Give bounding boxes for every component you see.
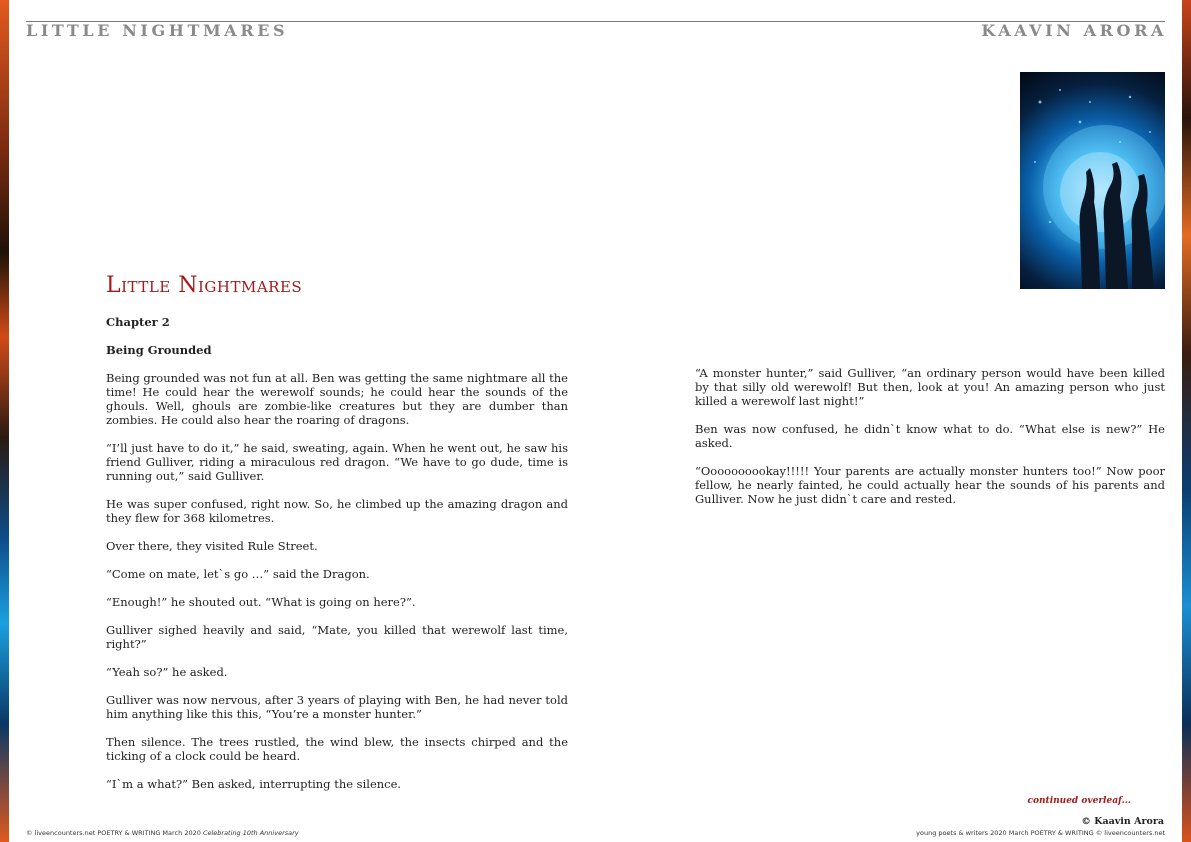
footer-right: young poets & writers 2020 March POETRY & WRITING © liveencounters.net (916, 829, 1165, 837)
article-title: Little Nightmares (106, 273, 303, 298)
footer-left-main: © liveencounters.net POETRY & WRITING March 2020 (26, 829, 201, 837)
paragraph: “Oooooooookay!!!!! Your parents are actually monster hunters too!” Now poor fellow, he nearly fainted, he could actually hear the sounds of his parents and Gulliver. Now he just didn`t care and rested. (695, 464, 1165, 506)
right-text-column (695, 366, 1165, 520)
paragraph: “I’ll just have to do it,” he said, sweating, again. When he went out, he saw his friend Gulliver, riding a miraculous red dragon. “We have to go dude, time is running out,” said Gulliver. (106, 441, 568, 483)
continued-overleaf-note: continued overleaf... (1027, 796, 1131, 806)
author-copyright: © Kaavin Arora (1081, 816, 1164, 827)
footer-anniversary: Celebrating 10th Anniversary (202, 829, 299, 837)
right-decorative-border (1182, 0, 1191, 842)
paragraph: Ben was now confused, he didn`t know what to do. “What else is new?” He asked. (695, 422, 1165, 450)
paragraph: Gulliver was now nervous, after 3 years of playing with Ben, he had never told him anything like this this, “You’re a monster hunter.” (106, 693, 568, 721)
running-header-title: LITTLE NIGHTMARES (26, 21, 289, 40)
paragraph: He was super confused, right now. So, he climbed up the amazing dragon and they flew for 368 kilometres. (106, 497, 568, 525)
footer-left (26, 829, 299, 837)
paragraph: “I`m a what?” Ben asked, interrupting the silence. (106, 777, 402, 791)
chapter-heading: Chapter 2 (106, 315, 170, 329)
left-decorative-border (0, 0, 9, 842)
paragraph: Over there, they visited Rule Street. (106, 539, 318, 553)
paragraph: “Come on mate, let`s go …” said the Dragon. (106, 567, 370, 581)
glowing-orb-with-hands-image (1020, 72, 1165, 289)
running-header-author: KAAVIN ARORA (981, 21, 1167, 40)
paragraph: “A monster hunter,” said Gulliver, “an ordinary person would have been killed by that silly old werewolf! But then, look at you! An amazing person who just killed a werewolf last night!” (695, 366, 1165, 408)
paragraph: Being grounded was not fun at all. Ben was getting the same nightmare all the time! He could hear the werewolf sounds; he could hear the sounds of the ghouls. Well, ghouls are zombie-like creatures but they are dumber than zombies. He could also hear the roaring of dragons. (106, 371, 568, 427)
paragraph: “Yeah so?” he asked. (106, 665, 228, 679)
paragraph: “Enough!” he shouted out. “What is going on here?”. (106, 595, 416, 609)
paragraph: Then silence. The trees rustled, the wind blew, the insects chirped and the ticking of a clock could be heard. (106, 735, 568, 763)
section-heading: Being Grounded (106, 343, 212, 357)
left-text-column (106, 315, 568, 805)
paragraph: Gulliver sighed heavily and said, “Mate, you killed that werewolf last time, right?” (106, 623, 568, 651)
